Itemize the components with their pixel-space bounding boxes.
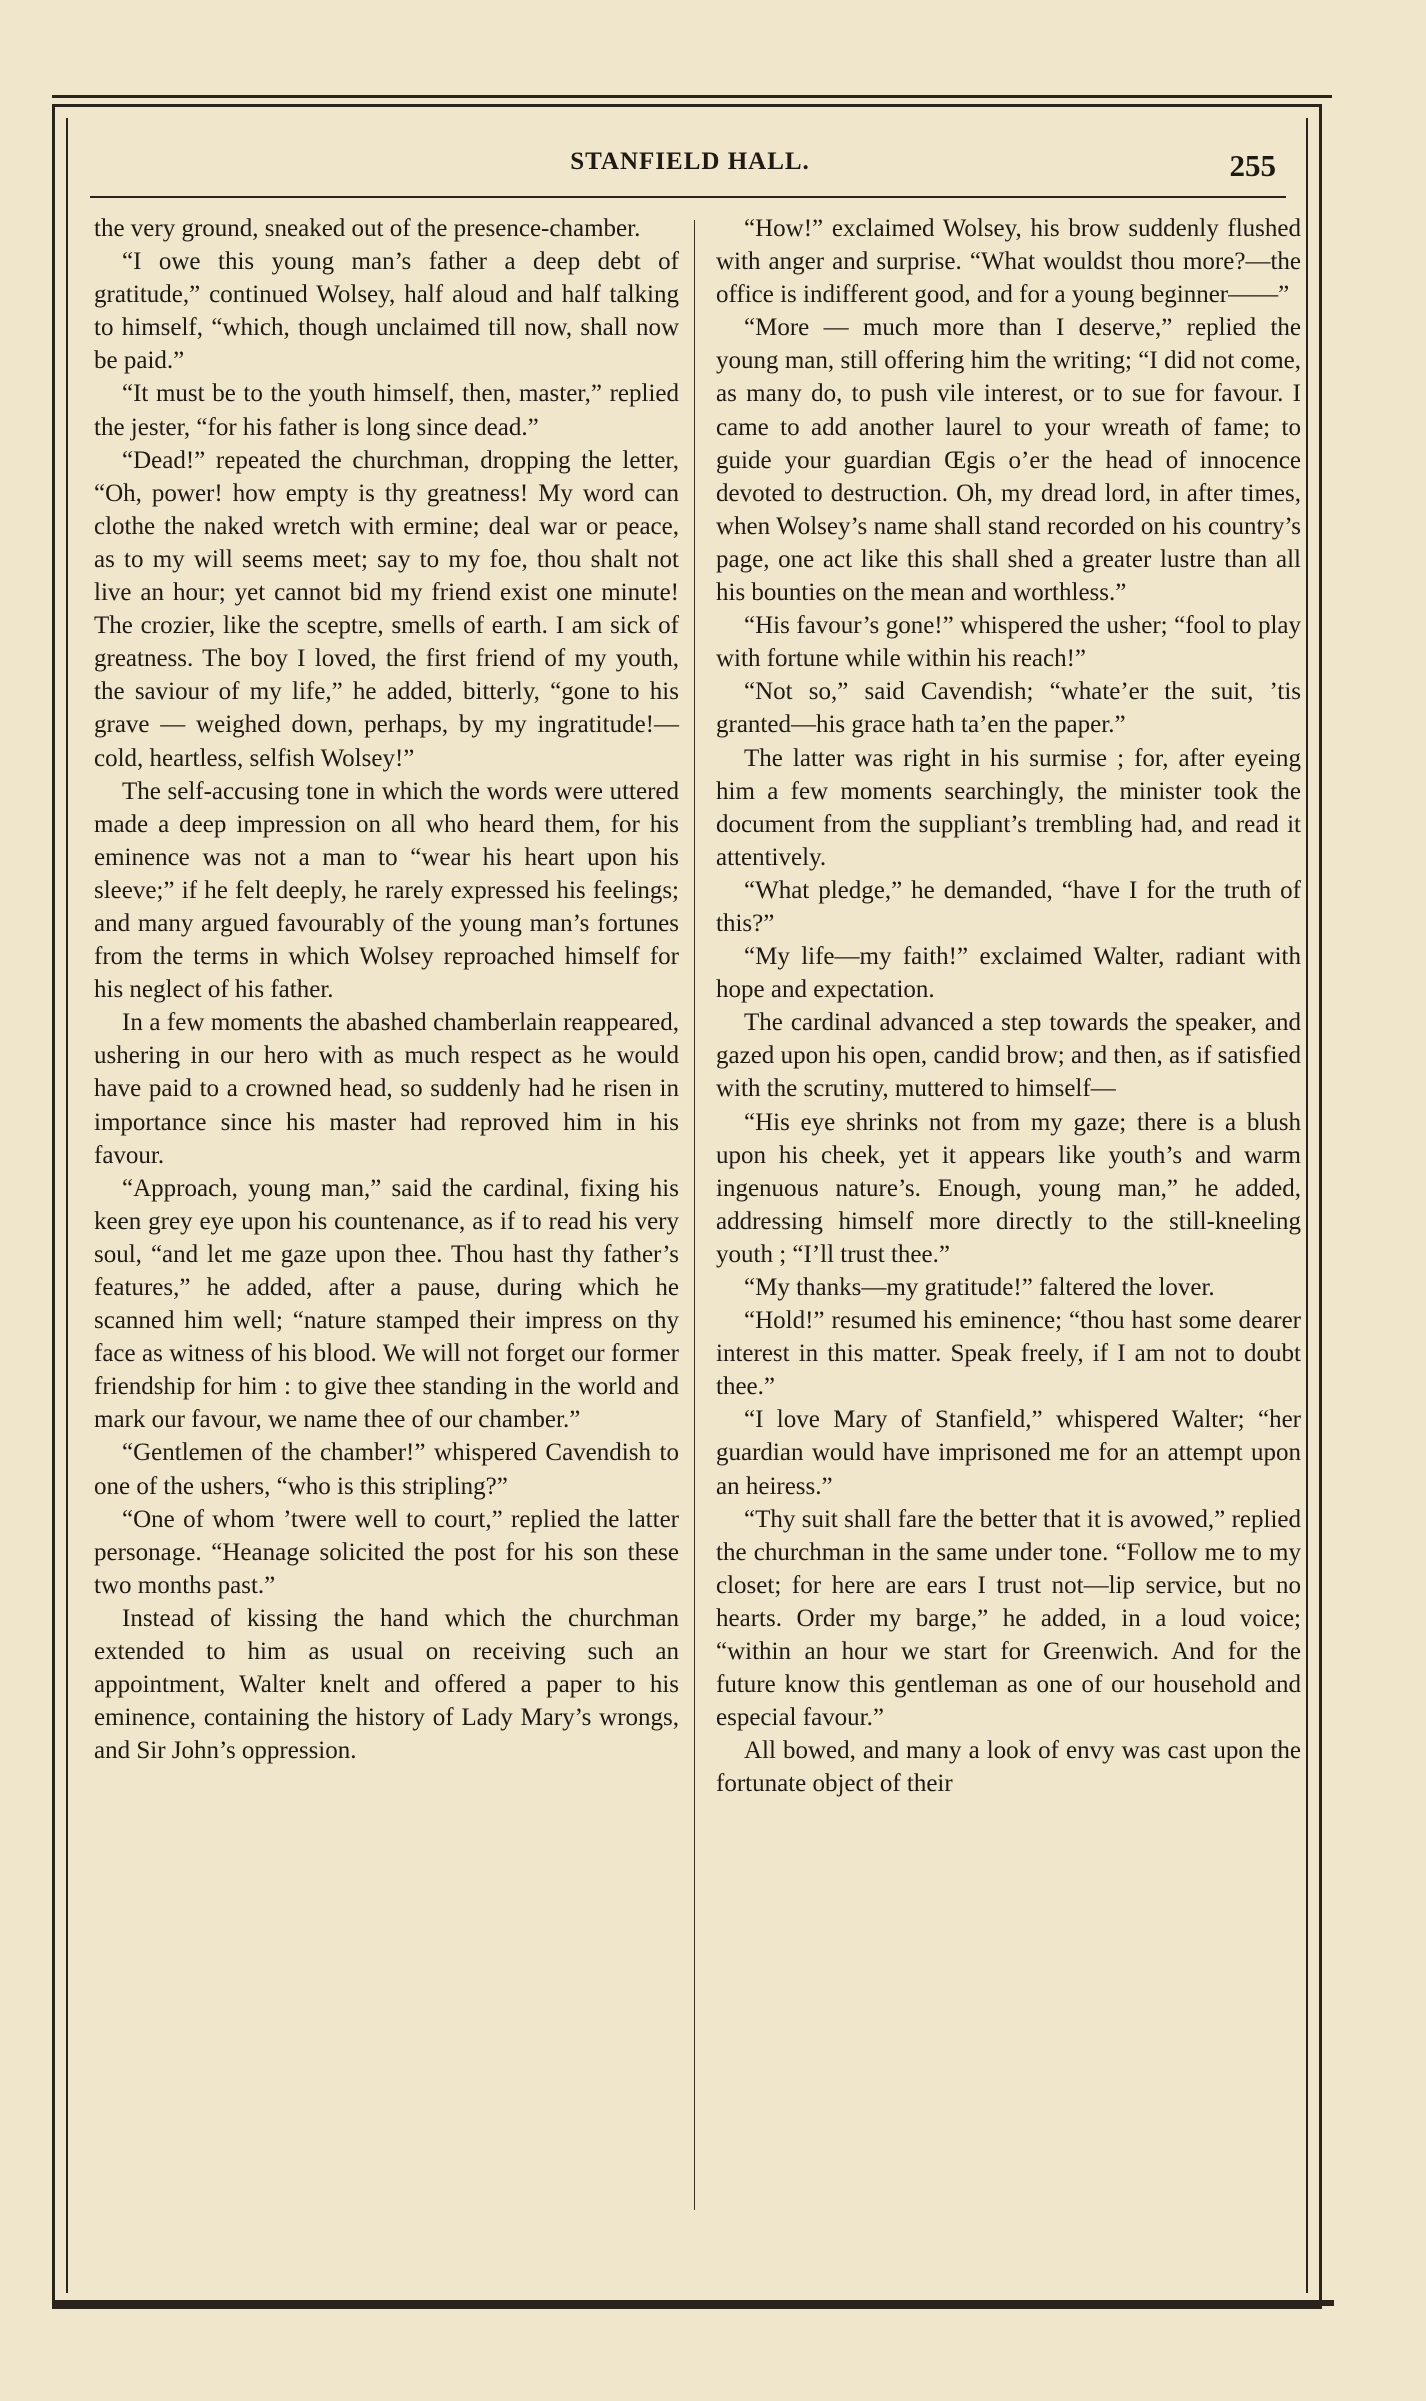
paragraph: Instead of kissing the hand which the churchman extended to him as usual on receiving such an appointment, Walter knelt and offered a paper to his eminence, containing the history of Lady Mary’s wrongs, and Sir John’s oppression. xyxy=(94,1604,679,1765)
paragraph: “Hold!” resumed his eminence; “thou hast some dearer interest in this matter. Speak freely, if I am not to doubt thee.” xyxy=(716,1307,1301,1401)
paragraph: “My life—my faith!” exclaimed Walter, radiant with hope and expectation. xyxy=(716,943,1301,1004)
paragraph: “Approach, young man,” said the cardinal, fixing his keen grey eye upon his countenance, as if to read his very soul, “and let me gaze upon thee. Thou hast thy father’s features,” he added, after a pause, during which he scanned him well; “nature stamped their impress on thy face as witness of his blood. We will not forget our former friendship for him : to give thee standing in the world and mark our favour, we name thee of our chamber.” xyxy=(94,1174,679,1434)
paragraph: “How!” exclaimed Wolsey, his brow suddenly flushed with anger and surprise. “What wouldst thou more?—the office is indifferent good, and for a young beginner——” xyxy=(716,215,1301,309)
paragraph: The self-accusing tone in which the words were uttered made a deep impression on all who heard them, for his eminence was not a man to “wear his heart upon his sleeve;” if he felt deeply, he rarely expressed his feelings; and many argued favourably of the young man’s fortunes from the terms in which Wolsey reproached himself for his neglect of his father. xyxy=(94,777,679,1004)
column-divider xyxy=(694,220,695,2210)
paragraph: “One of whom ’twere well to court,” replied the latter personage. “Heanage solicited the post for his son these two months past.” xyxy=(94,1505,679,1599)
header-rule xyxy=(90,196,1286,198)
paragraph: “I love Mary of Stanfield,” whispered Walter; “her guardian would have imprisoned me for an attempt upon an heiress.” xyxy=(716,1406,1301,1500)
left-column xyxy=(94,212,679,1767)
paragraph: “It must be to the youth himself, then, master,” replied the jester, “for his father is long since dead.” xyxy=(94,380,679,441)
paragraph: The cardinal advanced a step towards the speaker, and gazed upon his open, candid brow; and then, as if satisfied with the scrutiny, muttered to himself— xyxy=(716,1009,1301,1103)
paragraph: “Dead!” repeated the churchman, dropping the letter, “Oh, power! how empty is thy greatness! My word can clothe the naked wretch with ermine; deal war or peace, as to my will seems meet; say to my foe, thou shalt not live an hour; yet cannot bid my friend exist one minute! The crozier, like the sceptre, smells of earth. I am sick of greatness. The boy I loved, the first friend of my youth, the saviour of my life,” he added, bitterly, “gone to his grave — weighed down, perhaps, by my ingratitude!— cold, heartless, selfish Wolsey!” xyxy=(94,446,679,772)
bottom-border-line xyxy=(52,2300,1334,2306)
paragraph: “I owe this young man’s father a deep debt of gratitude,” continued Wolsey, half aloud and half talking to himself, “which, though unclaimed till now, shall now be paid.” xyxy=(94,248,679,375)
page-header xyxy=(90,140,1290,190)
paragraph: “Gentlemen of the chamber!” whispered Cavendish to one of the ushers, “who is this stripling?” xyxy=(94,1439,679,1500)
paragraph: “Not so,” said Cavendish; “whate’er the suit, ’tis granted—his grace hath ta’en the paper.” xyxy=(716,678,1301,739)
right-column xyxy=(716,212,1301,1801)
paragraph: “My thanks—my gratitude!” faltered the lover. xyxy=(744,1274,1215,1301)
running-title: STANFIELD HALL. xyxy=(570,148,810,175)
paragraph: “Thy suit shall fare the better that it is avowed,” replied the churchman in the same under tone. “Follow me to my closet; for here are ears I trust not—lip service, but no hearts. Order my barge,” he added, in a loud voice; “within an hour we start for Greenwich. And for the future know this gentleman as one of our household and especial favour.” xyxy=(716,1505,1301,1732)
paragraph: In a few moments the abashed chamberlain reappeared, ushering in our hero with as much respect as he would have paid to a crowned head, so suddenly had he risen in importance since his master had reproved him in his favour. xyxy=(94,1009,679,1169)
paragraph: The latter was right in his surmise ; for, after eyeing him a few moments searchingly, the minister took the document from the suppliant’s trembling had, and read it attentively. xyxy=(716,744,1301,871)
paragraph: “His eye shrinks not from my gaze; there is a blush upon his cheek, yet it appears like youth’s and warm ingenuous nature’s. Enough, young man,” he added, addressing himself more directly to the still-kneeling youth ; “I’ll trust thee.” xyxy=(716,1108,1301,1268)
paragraph: the very ground, sneaked out of the presence-chamber. xyxy=(94,215,641,242)
paragraph: “More — much more than I deserve,” replied the young man, still offering him the writing; “I did not come, as many do, to push vile interest, or to sue for favour. I came to add another laurel to your wreath of fame; to guide your guardian Œgis o’er the head of innocence devoted to destruction. Oh, my dread lord, in after times, when Wolsey’s name shall stand recorded on his country’s page, one act like this shall shed a greater lustre than all his bounties on the mean and worthless.” xyxy=(716,314,1301,607)
paragraph: “His favour’s gone!” whispered the usher; “fool to play with fortune while within his reach!” xyxy=(716,612,1301,673)
paragraph: All bowed, and many a look of envy was cast upon the fortunate object of their xyxy=(716,1737,1301,1798)
top-border-line xyxy=(52,95,1332,98)
page-number: 255 xyxy=(1229,148,1276,183)
paragraph: “What pledge,” he demanded, “have I for the truth of this?” xyxy=(716,876,1301,937)
